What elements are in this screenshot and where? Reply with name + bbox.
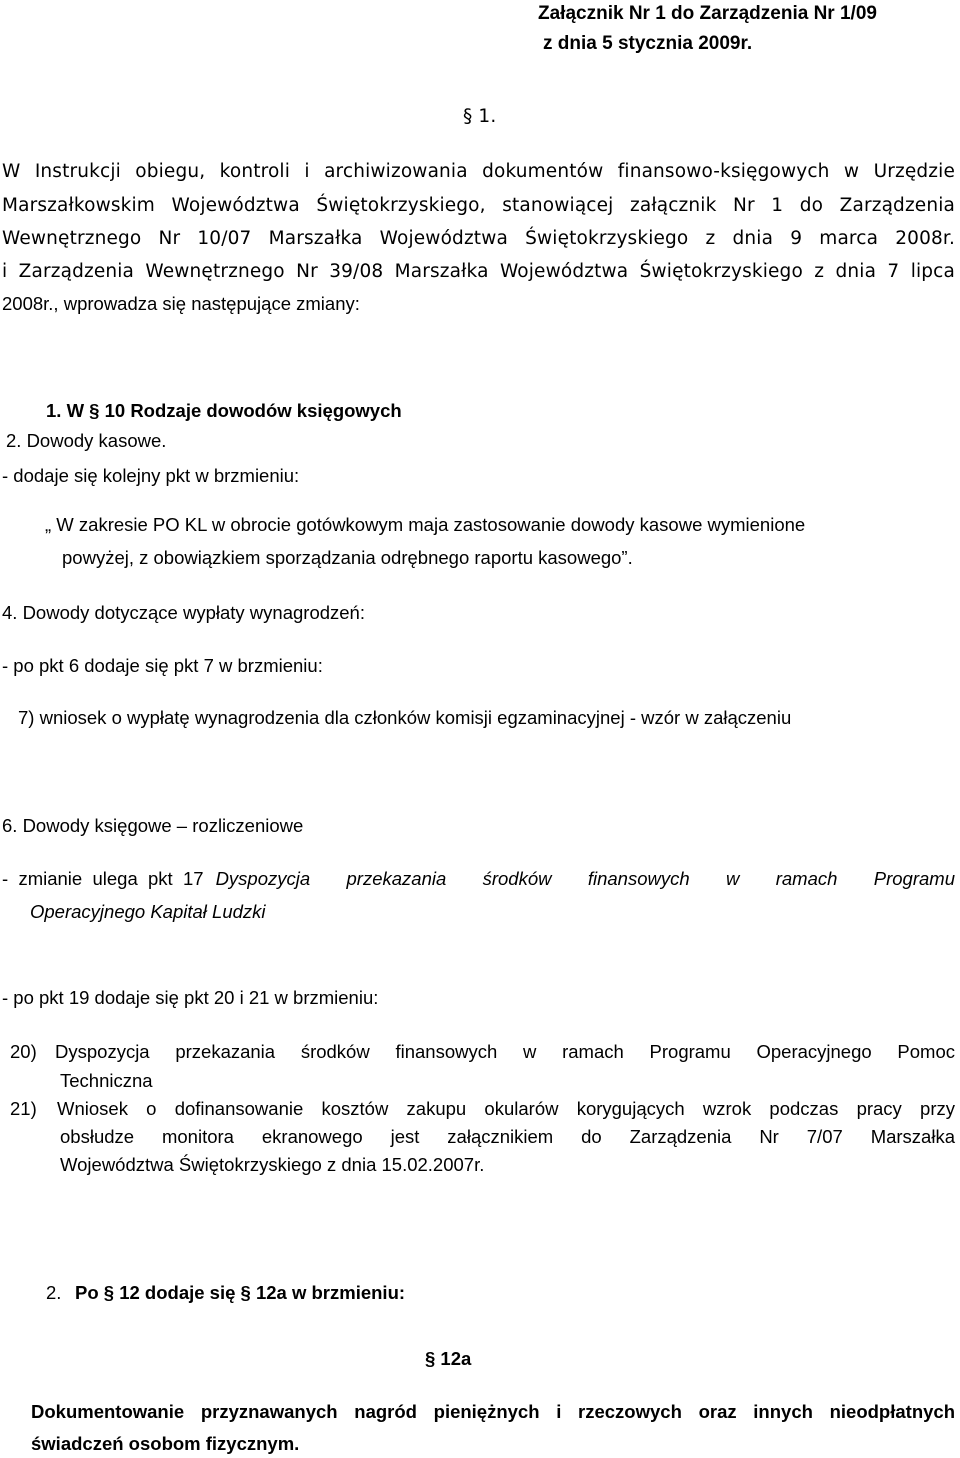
- attachment-header-line2: z dnia 5 stycznia 2009r.: [543, 33, 753, 54]
- item1-sub: 2. Dowody kasowe.: [6, 430, 167, 451]
- item2-heading: Po § 12 dodaje się § 12a w brzmieniu:: [75, 1282, 406, 1303]
- item1-quote-line1: „ W zakresie PO KL w obrocie gotówkowym maja zastosowanie dowody kasowe wymienione: [45, 514, 806, 535]
- point21-number: 21): [10, 1098, 37, 1119]
- item6-change-line: [2, 868, 955, 890]
- point20-line1: Dyspozycja przekazania środków finansowych w ramach Programu Operacyjnego Pomoc: [55, 1041, 955, 1062]
- item4-change: - po pkt 6 dodaje się pkt 7 w brzmieniu:: [2, 655, 323, 676]
- point20-number: 20): [10, 1041, 37, 1062]
- item4-point7: 7) wniosek o wypłatę wynagrodzenia dla członków komisji egzaminacyjnej - wzór w załączeniu: [18, 707, 792, 728]
- item6-add: - po pkt 19 dodaje się pkt 20 i 21 w brzmieniu:: [2, 987, 379, 1008]
- point21-line2: obsłudze monitora ekranowego jest załącznikiem do Zarządzenia Nr 7/07 Marszałka: [60, 1126, 955, 1147]
- item1-heading: 1. W § 10 Rodzaje dowodów księgowych: [46, 400, 402, 421]
- point21-line3: Województwa Świętokrzyskiego z dnia 15.02.2007r.: [60, 1154, 485, 1175]
- item2-title-line2: świadczeń osobom fizycznym.: [31, 1433, 300, 1454]
- section-title: § 1.: [463, 106, 497, 127]
- item2-number: 2.: [46, 1282, 62, 1303]
- item6-change-prefix: - zmianie ulega pkt 17: [2, 868, 204, 889]
- point21-line1: Wniosek o dofinansowanie kosztów zakupu okularów korygujących wzrok podczas pracy przy: [57, 1098, 955, 1119]
- item4-heading: 4. Dowody dotyczące wypłaty wynagrodzeń:: [2, 602, 365, 623]
- item6-heading: 6. Dowody księgowe – rozliczeniowe: [2, 815, 304, 836]
- intro-line-5: 2008r., wprowadza się następujące zmiany:: [2, 293, 360, 314]
- section-12a: § 12a: [425, 1348, 472, 1369]
- intro-line-3: Wewnętrznego Nr 10/07 Marszałka Województwa Świętokrzyskiego z dnia 9 marca 2008r.: [2, 228, 955, 249]
- item1-change: - dodaje się kolejny pkt w brzmieniu:: [2, 465, 300, 486]
- item1-quote-line2: powyżej, z obowiązkiem sporządzania odrębnego raportu kasowego”.: [62, 547, 633, 568]
- intro-line-4: i Zarządzenia Wewnętrznego Nr 39/08 Marszałka Województwa Świętokrzyskiego z dnia 7 lipca: [2, 261, 955, 282]
- intro-line-1: W Instrukcji obiegu, kontroli i archiwizowania dokumentów finansowo-księgowych w Urzędzie: [2, 161, 955, 182]
- item6-change-italic2: Operacyjnego Kapitał Ludzki: [30, 901, 266, 922]
- intro-line-2: Marszałkowskim Województwa Świętokrzyskiego, stanowiącej załącznik Nr 1 do Zarządzenia: [2, 195, 955, 216]
- attachment-header-line1: Załącznik Nr 1 do Zarządzenia Nr 1/09: [538, 3, 877, 24]
- item6-change-italic: Dyspozycja przekazania środków finansowych w ramach Programu: [215, 868, 955, 889]
- point20-line2: Techniczna: [60, 1070, 153, 1091]
- item2-title-line1: Dokumentowanie przyznawanych nagród pieniężnych i rzeczowych oraz innych nieodpłatnych: [31, 1401, 955, 1422]
